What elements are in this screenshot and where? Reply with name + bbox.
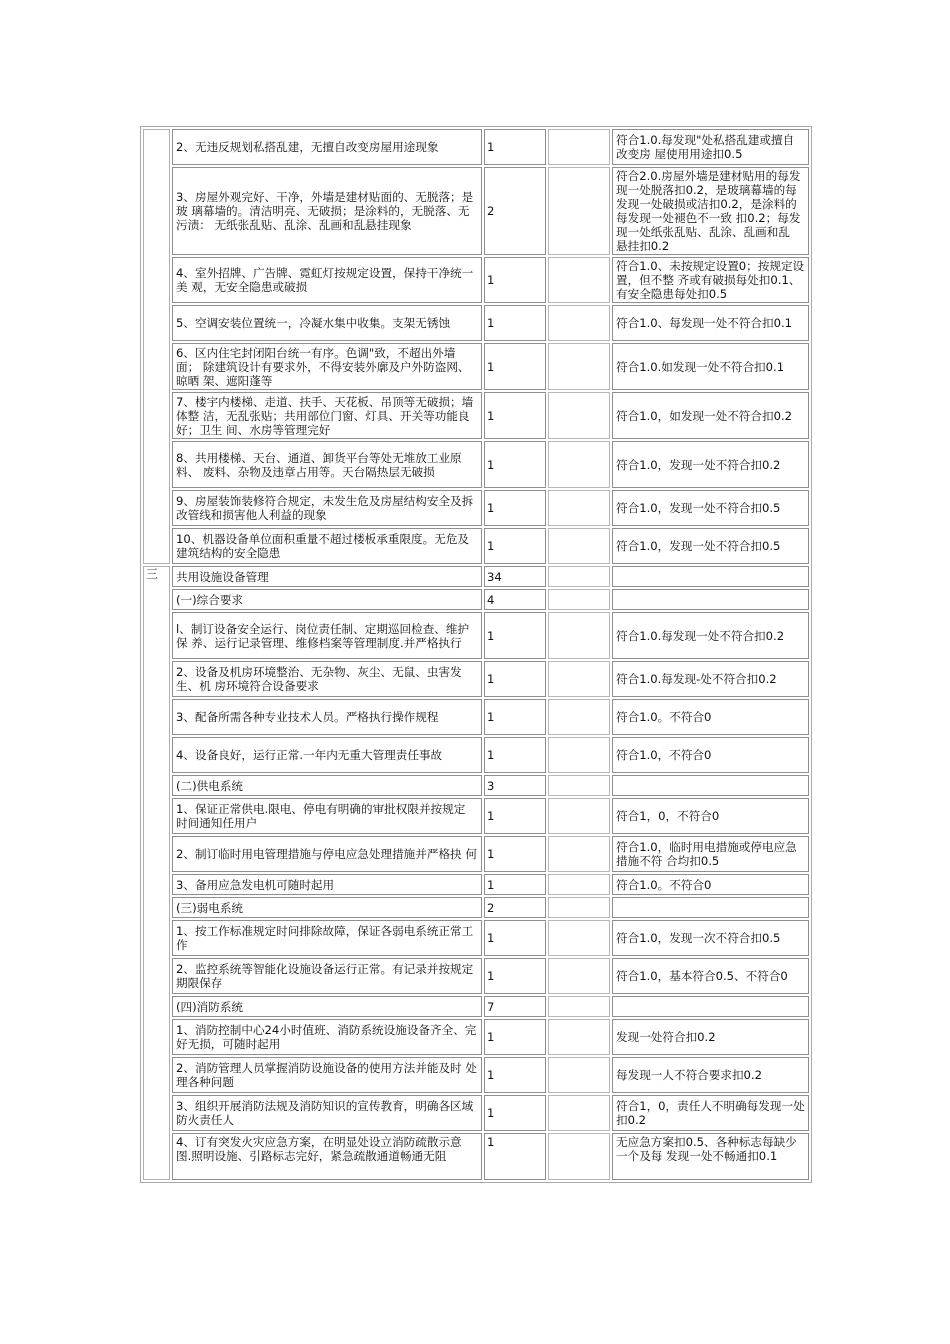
requirement-cell: 4、订有突发火灾应急方案，在明显处设立消防疏散示意 图.照明设施、引路标志完好，紧急疏散通道畅通无阻 [172, 1133, 482, 1180]
score-cell: 1 [484, 958, 546, 994]
requirement-cell: 7、楼宇内楼梯、走道、扶手、天花板、吊顶等无破损；墙体整 洁，无乱张贴；共用部位门窗、灯具、开关等功能良好；卫生 间、水房等管理完好 [172, 392, 482, 439]
requirement-cell: 2、无违反规划私搭乱建，无擅自改变房屋用途现象 [172, 129, 482, 165]
requirement-cell: 4、室外招牌、广告牌、霓虹灯按规定设置，保持干净统一美 观，无安全隐患或破损 [172, 257, 482, 303]
scoring-rule-cell: 无应急方案扣0.5、各种标志每缺少一个及每 发现一处不畅通扣0.1 [612, 1133, 809, 1180]
table-row [143, 775, 809, 796]
score-cell: 1 [484, 343, 546, 390]
score-cell: 7 [484, 996, 546, 1017]
blank-cell [548, 305, 610, 341]
table-row [143, 566, 809, 587]
scoring-rule-cell: 符合2.0.房屋外墙是建材贴用的每发现一处脱落扣0.2，是玻璃幕墙的每发现一处破损或洁扣0.2，是涂料的每发现一处褪色不一致 扣0.2；每发现一处纸张乱贴、乱涂、乱画和乱 悬挂扣0.2 [612, 167, 809, 255]
table-row [143, 958, 809, 994]
table-row [143, 589, 809, 610]
section-number-cell: 三 [143, 566, 170, 1180]
standards-table [141, 127, 811, 1182]
score-cell: 4 [484, 589, 546, 610]
scoring-rule-cell: 符合1.0。不符合0 [612, 874, 809, 895]
table-row [143, 920, 809, 956]
requirement-cell: 9、房屋装饰装修符合规定，未发生危及房屋结构安全及拆 改管线和损害他人利益的现象 [172, 490, 482, 526]
requirement-cell: 3、配备所需各种专业技术人员。严格执行操作规程 [172, 699, 482, 735]
blank-cell [548, 343, 610, 390]
scoring-rule-cell: 符合1，0，不符合0 [612, 798, 809, 834]
table-row [143, 661, 809, 697]
requirement-cell: 3、房屋外观完好、干净，外墙是建材贴面的、无脱落；是玻 璃幕墙的。清洁明亮、无破损；是涂料的，无脱落、无污渍： 无纸张乱贴、乱涂、乱画和乱悬挂现象 [172, 167, 482, 255]
scoring-rule-cell: 符合1.0。不符合0 [612, 699, 809, 735]
score-cell: 1 [484, 836, 546, 872]
standards-table-sheet [140, 126, 812, 1183]
scoring-rule-cell: 符合1.0，发现一处不符合扣0.5 [612, 490, 809, 526]
score-cell: 2 [484, 897, 546, 918]
scoring-rule-cell: 符合1.0、每发现一处不符合扣0.1 [612, 305, 809, 341]
table-row [143, 798, 809, 834]
table-row [143, 257, 809, 303]
blank-cell [548, 129, 610, 165]
table-row [143, 737, 809, 773]
score-cell: 1 [484, 1133, 546, 1180]
score-cell: 1 [484, 129, 546, 165]
table-row [143, 836, 809, 872]
blank-cell [548, 392, 610, 439]
score-cell: 1 [484, 1095, 546, 1131]
blank-cell [548, 775, 610, 796]
table-row [143, 1133, 809, 1180]
table-row [143, 699, 809, 735]
requirement-cell: 6、区内住宅封闭阳台统一有序。色调"致，不超出外墙面； 除建筑设计有要求外，不得安装外廓及户外防盗网、晾晒 架、遮阳蓬等 [172, 343, 482, 390]
blank-cell [548, 1057, 610, 1093]
requirement-cell: l、制订设备安全运行、岗位责任制、定期巡回检查、维护保 养、运行记录管理、维修档案等管理制度.并严格执行 [172, 612, 482, 659]
requirement-cell: 2、制订临时用电管理措施与停电应急处理措施并严格抉 何 [172, 836, 482, 872]
scoring-rule-cell: 符合1，0，责任人不明确每发现一处扣0.2 [612, 1095, 809, 1131]
score-cell: 1 [484, 1057, 546, 1093]
scoring-rule-cell [612, 589, 809, 610]
requirement-cell: (一)综合要求 [172, 589, 482, 610]
table-row [143, 996, 809, 1017]
blank-cell [548, 441, 610, 488]
blank-cell [548, 566, 610, 587]
table-row [143, 1019, 809, 1055]
score-cell: 1 [484, 1019, 546, 1055]
blank-cell [548, 699, 610, 735]
scoring-rule-cell: 符合1.0.如发现一处不符合扣0.1 [612, 343, 809, 390]
scoring-rule-cell: 符合1.0.每发现"处私搭乱建或擅自改变房 屋使用用途扣0.5 [612, 129, 809, 165]
blank-cell [548, 897, 610, 918]
scoring-rule-cell [612, 566, 809, 587]
table-row [143, 305, 809, 341]
blank-cell [548, 1019, 610, 1055]
table-row [143, 490, 809, 526]
score-cell: 1 [484, 612, 546, 659]
table-row [143, 874, 809, 895]
requirement-cell: 2、监控系统等智能化设施设备运行正常。有记录并按规定 期限保存 [172, 958, 482, 994]
requirement-cell: 1、保证正常供电.限电、停电有明确的审批权限并按规定 时间通知任用户 [172, 798, 482, 834]
score-cell: 1 [484, 920, 546, 956]
blank-cell [548, 836, 610, 872]
blank-cell [548, 612, 610, 659]
score-cell: 1 [484, 699, 546, 735]
score-cell: 1 [484, 490, 546, 526]
score-cell: 2 [484, 167, 546, 255]
table-row [143, 441, 809, 488]
section-number-cell [143, 129, 170, 564]
table-row [143, 897, 809, 918]
table-row [143, 392, 809, 439]
table-row [143, 343, 809, 390]
scoring-rule-cell: 符合1.0.每发现一处不符合扣0.2 [612, 612, 809, 659]
requirement-cell: 4、设备良好，运行正常.一年内无重大管理责任事故 [172, 737, 482, 773]
blank-cell [548, 920, 610, 956]
score-cell: 3 [484, 775, 546, 796]
scoring-rule-cell: 发现一处符合扣0.2 [612, 1019, 809, 1055]
scoring-rule-cell: 符合1.0，临时用电措施或停电应急措施不符 合均扣0.5 [612, 836, 809, 872]
scoring-rule-cell: 符合1.0，如发现一处不符合扣0.2 [612, 392, 809, 439]
scoring-rule-cell [612, 775, 809, 796]
score-cell: 1 [484, 257, 546, 303]
requirement-cell: (三)弱电系统 [172, 897, 482, 918]
blank-cell [548, 874, 610, 895]
requirement-cell: 2、设备及机房环境整治、无杂物、灰尘、无鼠、虫害发生、机 房环境符合设备要求 [172, 661, 482, 697]
table-row [143, 129, 809, 165]
score-cell: 1 [484, 661, 546, 697]
blank-cell [548, 1095, 610, 1131]
score-cell: 1 [484, 874, 546, 895]
scoring-rule-cell [612, 897, 809, 918]
blank-cell [548, 528, 610, 564]
blank-cell [548, 257, 610, 303]
requirement-cell: 1、消防控制中心24小时值班、消防系统设施设备齐全、完 好无损，可随时起用 [172, 1019, 482, 1055]
requirement-cell: 10、机器设备单位面积重量不超过楼板承重限度。无危及 建筑结构的安全隐患 [172, 528, 482, 564]
score-cell: 1 [484, 798, 546, 834]
requirement-cell: 3、备用应急发电机可随时起用 [172, 874, 482, 895]
scoring-rule-cell: 符合1.0，基本符合0.5、不符合0 [612, 958, 809, 994]
requirement-cell: (四)消防系统 [172, 996, 482, 1017]
score-cell: 1 [484, 305, 546, 341]
table-row [143, 528, 809, 564]
score-cell: 1 [484, 392, 546, 439]
table-row [143, 167, 809, 255]
blank-cell [548, 589, 610, 610]
table-row [143, 1095, 809, 1131]
requirement-cell: 2、消防管理人员掌握消防设施设备的使用方法并能及时 处理各种问题 [172, 1057, 482, 1093]
score-cell: 1 [484, 441, 546, 488]
blank-cell [548, 661, 610, 697]
scoring-rule-cell: 符合1.0，不符合0 [612, 737, 809, 773]
scoring-rule-cell: 符合1.0、未按规定设置0；按规定设置，但不整 齐或有破损每处扣0.1、有安全隐患每处扣0.5 [612, 257, 809, 303]
score-cell: 1 [484, 528, 546, 564]
scoring-rule-cell: 符合1.0，发现一处不符合扣0.2 [612, 441, 809, 488]
scoring-rule-cell: 每发现一人不符合要求扣0.2 [612, 1057, 809, 1093]
scoring-rule-cell: 符合1.0，发现一处不符合扣0.5 [612, 528, 809, 564]
blank-cell [548, 490, 610, 526]
blank-cell [548, 167, 610, 255]
blank-cell [548, 958, 610, 994]
scoring-rule-cell: 符合1.0，发现一次不符合扣0.5 [612, 920, 809, 956]
scoring-rule-cell [612, 996, 809, 1017]
blank-cell [548, 798, 610, 834]
table-row [143, 1057, 809, 1093]
requirement-cell: 3、组织开展消防法规及消防知识的宣传教育，明确各区域 防火责任人 [172, 1095, 482, 1131]
score-cell: 1 [484, 737, 546, 773]
table-row [143, 612, 809, 659]
requirement-cell: 1、按工作标准规定时问排除故障，保证各弱电系统正常工 作 [172, 920, 482, 956]
blank-cell [548, 737, 610, 773]
blank-cell [548, 996, 610, 1017]
blank-cell [548, 1133, 610, 1180]
score-cell: 34 [484, 566, 546, 587]
requirement-cell: 8、共用楼梯、天台、通道、卸货平台等处无堆放工业原料、 废料、杂物及违章占用等。天台隔热层无破损 [172, 441, 482, 488]
requirement-cell: (二)供电系统 [172, 775, 482, 796]
requirement-cell: 5、空调安装位置统一，冷凝水集中收集。支架无锈蚀 [172, 305, 482, 341]
scoring-rule-cell: 符合1.0.每发现-处不符合扣0.2 [612, 661, 809, 697]
requirement-cell: 共用设施设备管理 [172, 566, 482, 587]
